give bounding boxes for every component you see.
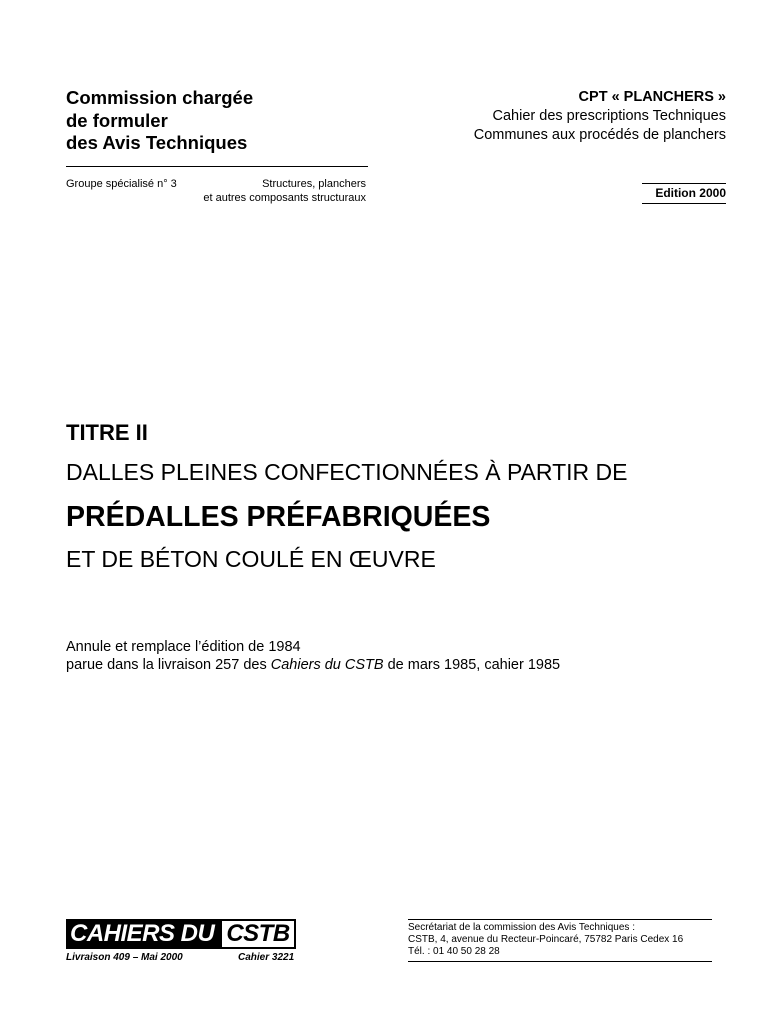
edition-label: Edition 2000 (642, 183, 726, 204)
cstb-logo (66, 919, 296, 949)
secretariat-line-3: Tél. : 01 40 50 28 28 (408, 946, 500, 957)
annule-note (66, 638, 560, 674)
structures-line-1: Structures, planchers (262, 178, 366, 190)
groupe-label: Groupe spécialisé n° 3 (66, 178, 177, 190)
livraison-label: Livraison 409 – Mai 2000 (66, 952, 183, 963)
titre-heading: TITRE II (66, 420, 148, 445)
logo-cahiers-du: CAHIERS DU (66, 919, 220, 949)
commission-heading (66, 87, 376, 155)
title-line-2: PRÉDALLES PRÉFABRIQUÉES (66, 501, 491, 533)
commission-line-1: Commission chargée (66, 87, 254, 108)
secretariat-line-1: Secrétariat de la commission des Avis Techniques : (408, 922, 635, 933)
header-divider (66, 166, 368, 167)
annule-line-2-suffix: de mars 1985, cahier 1985 (383, 657, 561, 673)
commission-line-2: de formuler (66, 109, 168, 131)
title-line-1: DALLES PLEINES CONFECTIONNÉES À PARTIR DE (66, 459, 628, 485)
cpt-title: CPT « PLANCHERS » (578, 89, 726, 105)
logo-cstb: CSTB (220, 919, 295, 949)
annule-line-2 (66, 656, 560, 674)
title-line-3: ET DE BÉTON COULÉ EN ŒUVRE (66, 546, 436, 572)
structures-line-2: et autres composants structuraux (203, 191, 366, 204)
cpt-line-2: Communes aux procédés de planchers (473, 127, 726, 143)
structures-label (180, 178, 366, 205)
cpt-block (474, 88, 726, 145)
secretariat-line-2: CSTB, 4, avenue du Recteur-Poincaré, 75782 Paris Cedex 16 (408, 934, 684, 945)
secretariat-block (408, 919, 712, 962)
cpt-line-1: Cahier des prescriptions Techniques (492, 108, 726, 124)
annule-line-2-italic: Cahiers du CSTB (270, 657, 384, 673)
commission-line-3: des Avis Techniques (66, 132, 248, 153)
cahier-label: Cahier 3221 (238, 952, 295, 963)
annule-line-2-prefix: parue dans la livraison 257 des (66, 657, 271, 673)
annule-line-1: Annule et remplace l’édition de 1984 (66, 639, 301, 655)
